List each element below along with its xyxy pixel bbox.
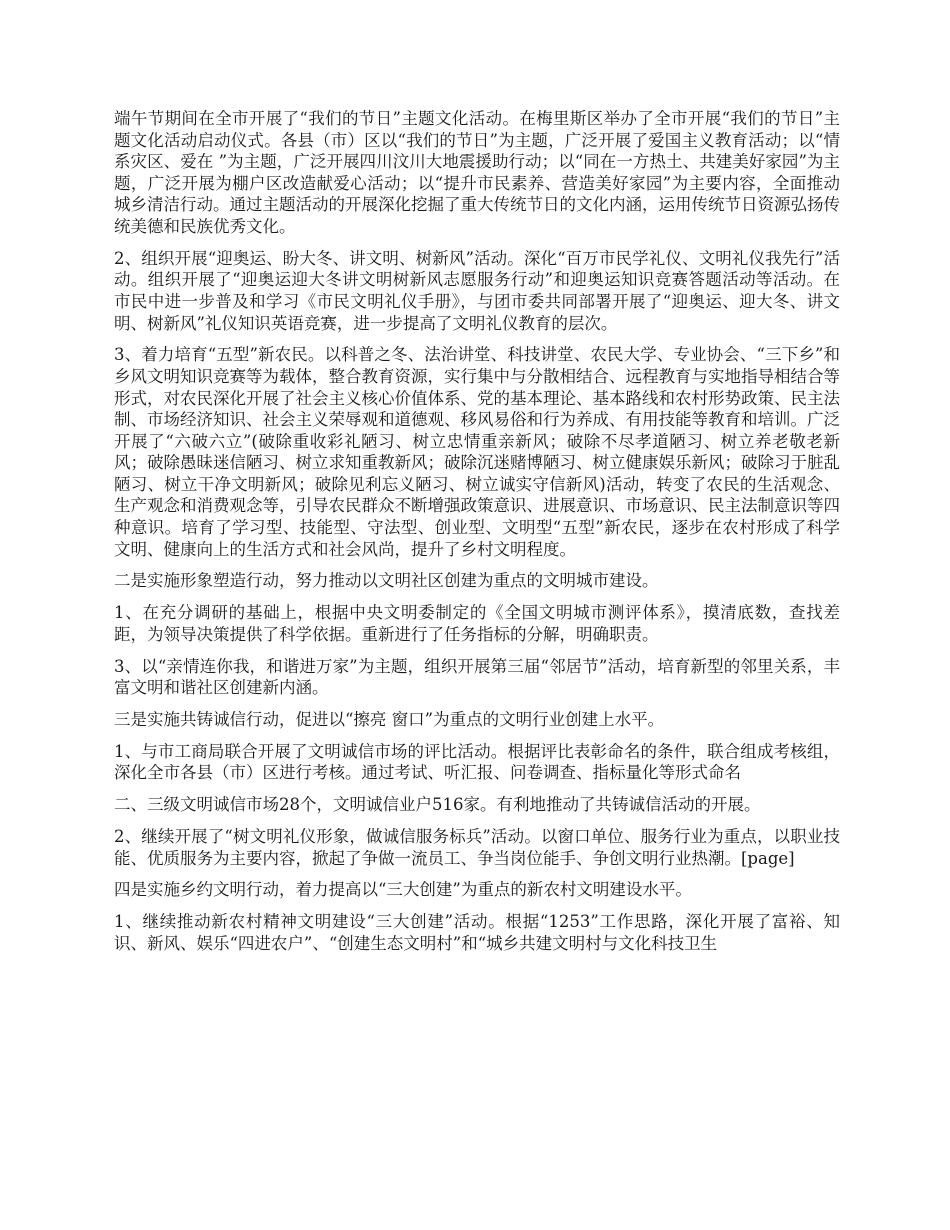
paragraph-three-creations: 1、继续推动新农村精神文明建设“三大创建”活动。根据“1253”工作思路，深化开展了富裕、知识、新风、娱乐“四进农户”、“创建生态文明村”和“城乡共建文明村与文化科技卫生 [114, 912, 840, 953]
paragraph-olympic-civility: 2、组织开展“迎奥运、盼大冬、讲文明、树新风”活动。深化“百万市民学礼仪、文明礼仪我先行”活动。组织开展了“迎奥运迎大冬讲文明树新风志愿服务行动”和迎奥运知识竞赛答题活动等活动。在市民中进一步普及和学习《市民文明礼仪手册》，与团市委共同部署开展了“迎奥运、迎大冬、讲文明、树新风”礼仪知识英语竞赛，进一步提高了文明礼仪教育的层次。 [114, 248, 840, 333]
paragraph-image-shaping-heading: 二是实施形象塑造行动，努力推动以文明社区创建为重点的文明城市建设。 [114, 571, 659, 591]
paragraph-neighbor-festival: 3、以“亲情连你我，和谐进万家”为主题，组织开展第三届“邻居节”活动，培育新型的邻里关系，丰富文明和谐社区创建新内涵。 [114, 656, 840, 698]
paragraph-market-evaluation: 1、与市工商局联合开展了文明诚信市场的评比活动。根据评比表彰命名的条件，联合组成考核组，深化全市各县（市）区进行考核。通过考试、听汇报、问卷调查、指标量化等形式命名 [114, 741, 840, 783]
paragraph-market-count: 二、三级文明诚信市场28个，文明诚信业户516家。有利地推动了共铸诚信活动的开展。 [114, 795, 761, 815]
document-body [114, 108, 840, 964]
paragraph-integrity-heading: 三是实施共铸诚信行动，促进以“擦亮 窗口”为重点的文明行业创建上水平。 [114, 709, 665, 729]
paragraph-service-model: 2、继续开展了“树文明礼仪形象，做诚信服务标兵”活动。以窗口单位、服务行业为重点，以职业技能、优质服务为主要内容，掀起了争做一流员工、争当岗位能手、争创文明行业热潮。[page] [114, 826, 840, 868]
paragraph-evaluation-system: 1、在充分调研的基础上，根据中央文明委制定的《全国文明城市测评体系》，摸清底数，查找差距，为领导决策提供了科学依据。重新进行了任务指标的分解，明确职责。 [114, 603, 840, 644]
paragraph-festival-activities: 端午节期间在全市开展了“我们的节日”主题文化活动。在梅里斯区举办了全市开展“我们的节日”主题文化活动启动仪式。各县（市）区以“我们的节日”为主题，广泛开展了爱国主义教育活动；以“情系灾区、爱在 ”为主题，广泛开展四川汶川大地震援助行动；以“同在一方热土、共建美好家园”为主题，广泛开展为棚户区改造献爱心活动；以“提升市民素养、营造美好家园”为主要内容，全面推动城乡清洁行动。通过主题活动的开展深化挖掘了重大传统节日的文化内涵，运用传统节日资源弘扬传统美德和民族优秀文化。 [114, 109, 840, 236]
paragraph-rural-heading: 四是实施乡约文明行动，着力提高以“三大创建”为重点的新农村文明建设水平。 [114, 880, 692, 900]
paragraph-five-type-farmers: 3、着力培育“五型”新农民。以科普之冬、法治讲堂、科技讲堂、农民大学、专业协会、“三下乡”和乡风文明知识竞赛等为载体，整合教育资源，实行集中与分散相结合、远程教育与实地指导相结合等形式，对农民深化开展了社会主义核心价值体系、党的基本理论、基本路线和农村形势政策、民主法制、市场经济知识、社会主义荣辱观和道德观、移风易俗和行为养成、有用技能等教育和培训。广泛开展了“六破六立”(破除重收彩礼陋习、树立忠情重亲新风；破除不尽孝道陋习、树立养老敬老新风；破除愚昧迷信陋习、树立求知重教新风；破除沉迷赌博陋习、树立健康娱乐新风；破除习于脏乱陋习、树立干净文明新风；破除见利忘义陋习、树立诚实守信新风)活动，转变了农民的生活观念、生产观念和消费观念等，引导农民群众不断增强政策意识、进展意识、市场意识、民主法制意识等四种意识。培育了学习型、技能型、守法型、创业型、文明型“五型”新农民，逐步在农村形成了科学文明、健康向上的生活方式和社会风尚，提升了乡村文明程度。 [114, 345, 840, 559]
